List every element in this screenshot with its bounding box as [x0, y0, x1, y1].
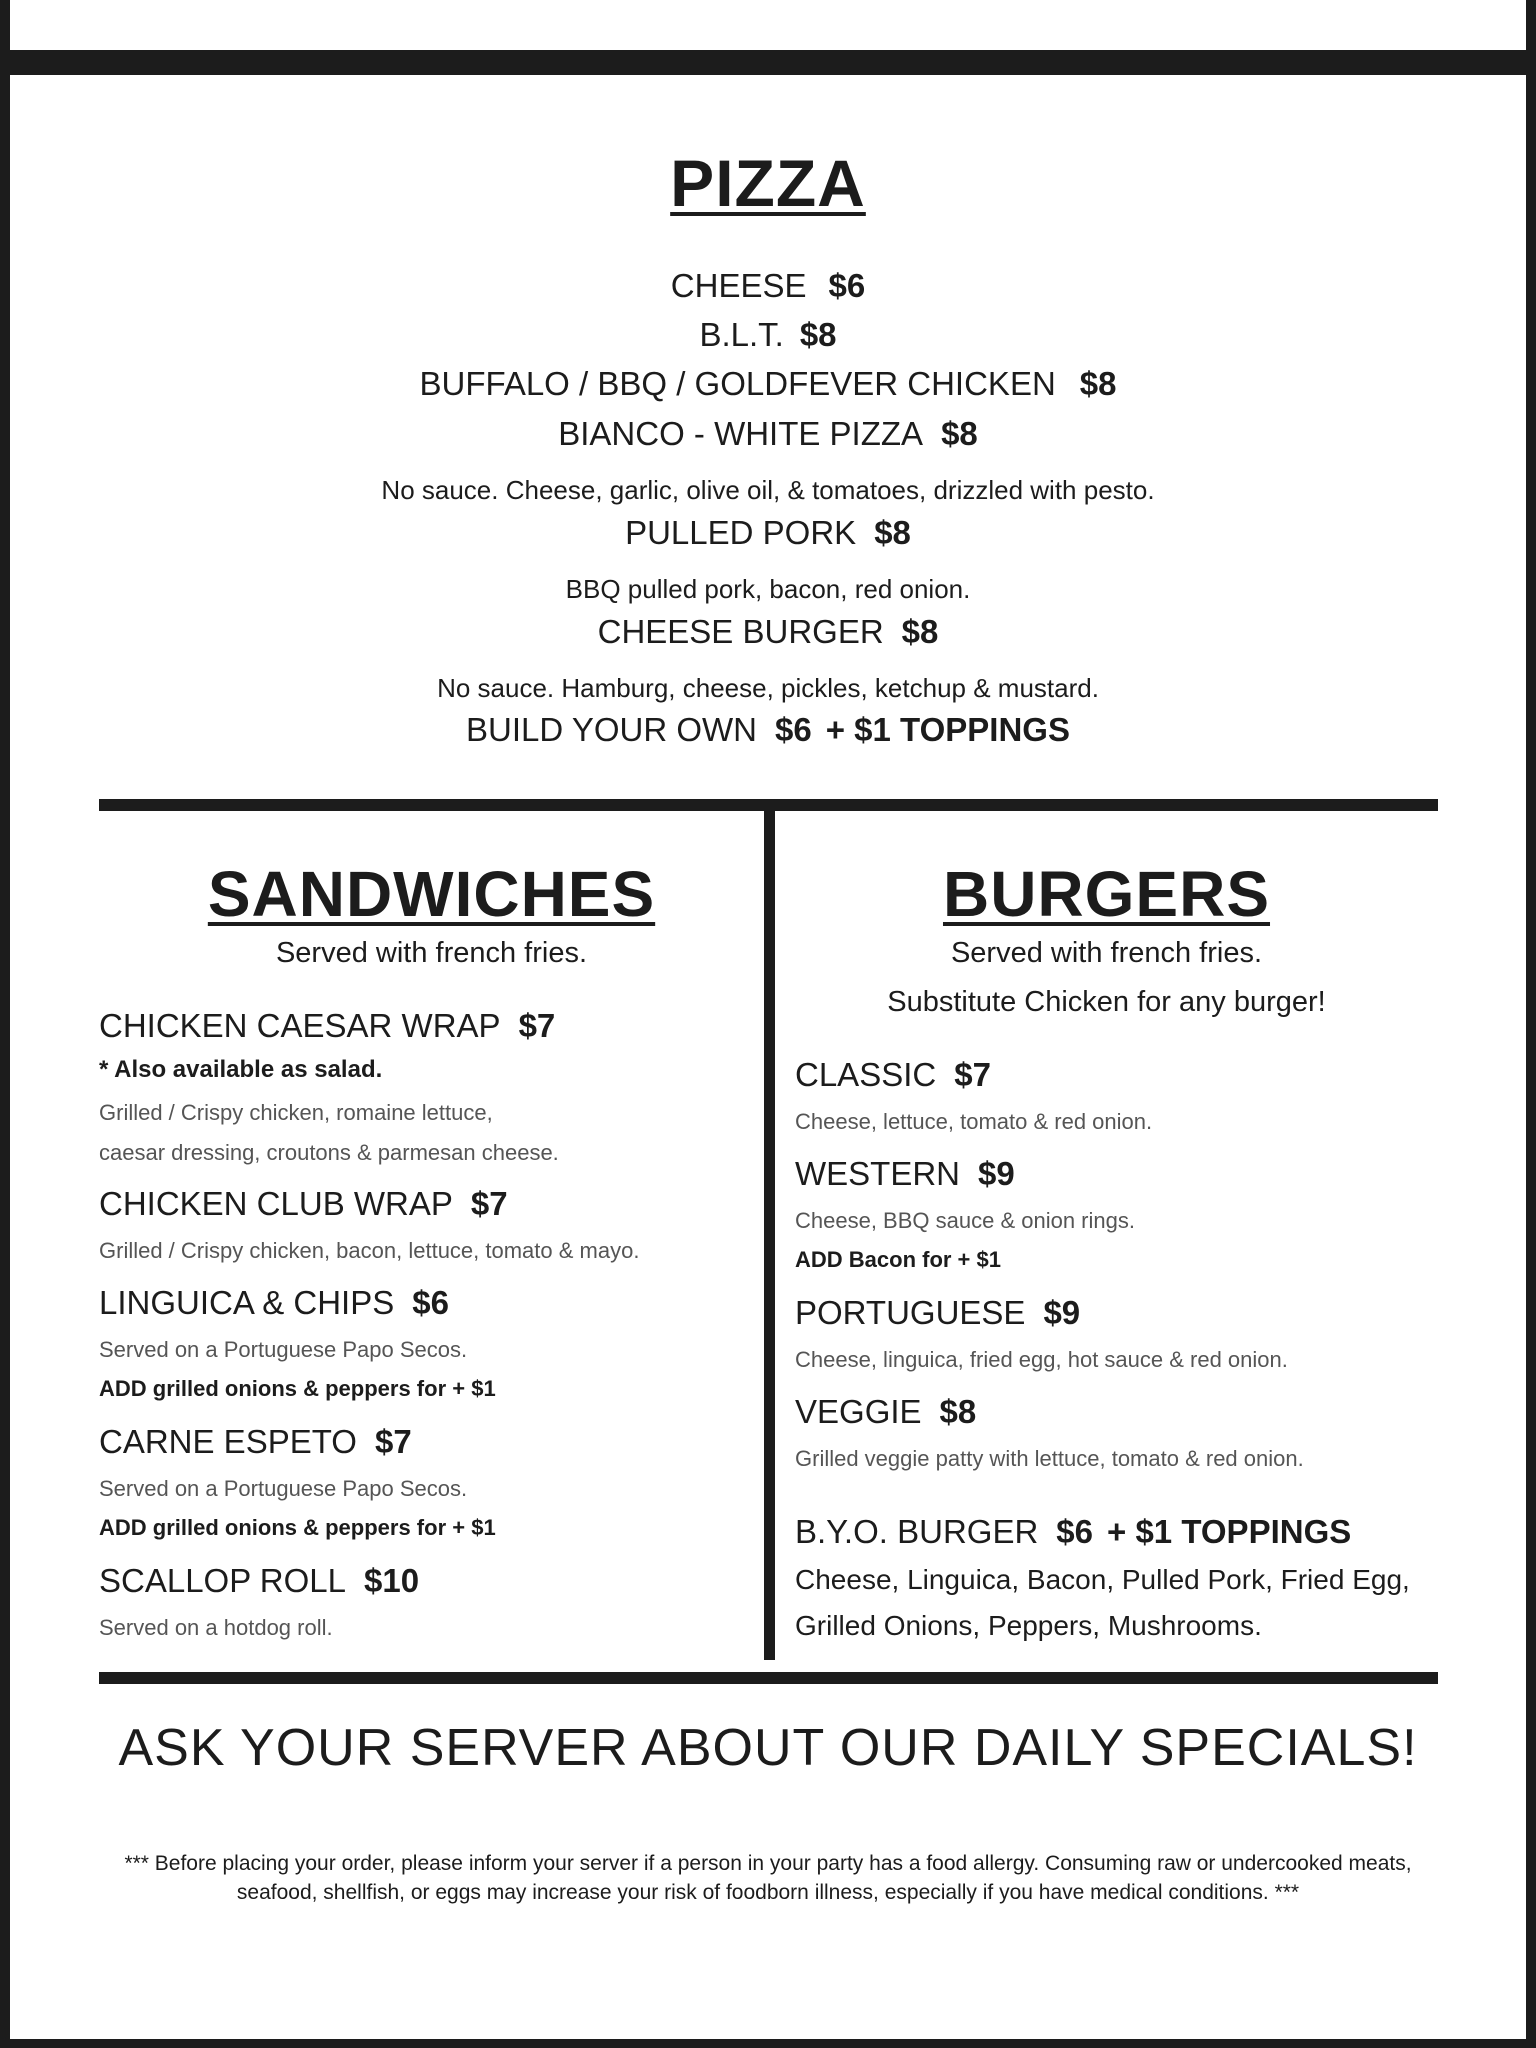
- sandwich-item-scallop-roll: [99, 1561, 419, 1601]
- pizza-item-build-your-own: [10, 710, 1526, 750]
- item-toppings: + $1 TOPPINGS: [825, 711, 1070, 748]
- burger-byo-desc-2: Grilled Onions, Peppers, Mushrooms.: [795, 1610, 1262, 1641]
- sandwich-scallop-desc: Served on a hotdog roll.: [99, 1615, 333, 1640]
- item-name: VEGGIE: [795, 1393, 922, 1430]
- pizza-cheese-burger-desc: No sauce. Hamburg, cheese, pickles, ketchup & mustard.: [437, 673, 1099, 703]
- item-name: CLASSIC: [795, 1056, 937, 1093]
- pizza-item-buffalo-chicken: [10, 364, 1526, 404]
- pizza-item-bianco: [10, 414, 1526, 454]
- item-price: $7: [954, 1056, 991, 1093]
- burger-western-desc: Cheese, BBQ sauce & onion rings.: [795, 1208, 1135, 1233]
- item-name: BUFFALO / BBQ / GOLDFEVER CHICKEN: [419, 365, 1056, 402]
- item-price: $6: [1056, 1513, 1094, 1550]
- burgers-title: BURGERS: [942, 858, 1271, 930]
- item-price: $9: [1043, 1294, 1081, 1331]
- item-price: $8: [874, 514, 911, 551]
- pizza-item-cheese: [10, 266, 1526, 306]
- item-price: $8: [939, 1393, 977, 1430]
- item-price: $10: [364, 1562, 420, 1599]
- item-name: B.L.T.: [699, 316, 784, 353]
- burger-classic-desc: Cheese, lettuce, tomato & red onion.: [795, 1109, 1153, 1134]
- sandwich-item-chicken-club-wrap: [99, 1184, 508, 1224]
- burger-western-note: ADD Bacon for + $1: [795, 1247, 1001, 1272]
- pizza-bianco-desc: No sauce. Cheese, garlic, olive oil, & tomatoes, drizzled with pesto.: [381, 475, 1155, 505]
- burger-item-western: [795, 1154, 1015, 1194]
- item-name: CHICKEN CLUB WRAP: [99, 1185, 453, 1222]
- pizza-item-cheese-burger: [10, 612, 1526, 652]
- item-name: B.Y.O. BURGER: [795, 1513, 1039, 1550]
- burgers-subtitle-1: Served with french fries.: [950, 937, 1263, 969]
- menu-page: [10, 75, 1526, 2039]
- allergy-disclaimer-line-2: seafood, shellfish, or eggs may increase your risk of foodborn illness, especially if you have medical conditions. ***: [236, 1881, 1300, 1904]
- item-name: CHEESE: [670, 267, 807, 304]
- daily-specials-banner: ASK YOUR SERVER ABOUT OUR DAILY SPECIALS!: [118, 1719, 1418, 1777]
- pizza-item-blt: [10, 315, 1526, 355]
- item-price: $7: [374, 1423, 412, 1460]
- item-price: $8: [1079, 365, 1117, 402]
- column-divider: [764, 799, 775, 1660]
- sandwich-carne-desc: Served on a Portuguese Papo Secos.: [99, 1476, 468, 1501]
- sandwich-item-carne-espeto: [99, 1422, 412, 1462]
- sandwich-carne-note: ADD grilled onions & peppers for + $1: [99, 1515, 496, 1540]
- item-name: PORTUGUESE: [795, 1294, 1026, 1331]
- allergy-disclaimer-line-1: *** Before placing your order, please inform your server if a person in your party has a food allergy. Consuming raw or undercooked meats,: [124, 1852, 1412, 1875]
- burger-item-byo: [795, 1512, 1351, 1552]
- item-name: SCALLOP ROLL: [99, 1562, 347, 1599]
- item-name: PULLED PORK: [625, 514, 857, 551]
- item-name: BUILD YOUR OWN: [466, 711, 757, 748]
- item-price: $8: [799, 316, 837, 353]
- sandwiches-subtitle: Served with french fries.: [275, 937, 588, 969]
- item-price: $6: [774, 711, 812, 748]
- section-divider-bottom: [99, 1672, 1438, 1684]
- sandwiches-title: SANDWICHES: [207, 858, 656, 930]
- sandwich-linguica-note: ADD grilled onions & peppers for + $1: [99, 1376, 496, 1401]
- sandwich-club-desc: Grilled / Crispy chicken, bacon, lettuce, tomato & mayo.: [99, 1238, 640, 1263]
- burger-item-classic: [795, 1055, 991, 1095]
- sandwich-linguica-desc: Served on a Portuguese Papo Secos.: [99, 1337, 468, 1362]
- item-name: BIANCO - WHITE PIZZA: [558, 415, 924, 452]
- burger-item-portuguese: [795, 1293, 1080, 1333]
- item-price: $8: [901, 613, 939, 650]
- item-price: $6: [412, 1284, 449, 1321]
- pizza-title: PIZZA: [670, 146, 866, 220]
- burgers-subtitle-2: Substitute Chicken for any burger!: [887, 986, 1326, 1018]
- burger-byo-desc-1: Cheese, Linguica, Bacon, Pulled Pork, Fried Egg,: [795, 1564, 1410, 1595]
- sandwich-item-linguica-chips: [99, 1283, 449, 1323]
- item-name: LINGUICA & CHIPS: [99, 1284, 395, 1321]
- item-name: CHICKEN CAESAR WRAP: [99, 1007, 501, 1044]
- previous-page-strip: [10, 0, 1526, 50]
- sandwich-item-chicken-caesar-wrap: [99, 1006, 555, 1046]
- item-name: CARNE ESPETO: [99, 1423, 357, 1460]
- sandwich-caesar-desc-1: Grilled / Crispy chicken, romaine lettuce,: [99, 1100, 493, 1125]
- item-price: $6: [828, 267, 866, 304]
- item-price: $7: [518, 1007, 556, 1044]
- sandwich-caesar-desc-2: caesar dressing, croutons & parmesan cheese.: [99, 1140, 559, 1165]
- item-price: $8: [941, 415, 978, 452]
- pizza-pulled-pork-desc: BBQ pulled pork, bacon, red onion.: [565, 574, 971, 604]
- item-toppings: + $1 TOPPINGS: [1107, 1513, 1352, 1550]
- item-price: $7: [470, 1185, 508, 1222]
- pizza-item-pulled-pork: [10, 513, 1526, 553]
- item-price: $9: [978, 1155, 1015, 1192]
- item-name: CHEESE BURGER: [597, 613, 884, 650]
- burger-veggie-desc: Grilled veggie patty with lettuce, tomato & red onion.: [795, 1446, 1304, 1471]
- item-name: WESTERN: [795, 1155, 960, 1192]
- burger-portuguese-desc: Cheese, linguica, fried egg, hot sauce & red onion.: [795, 1347, 1288, 1372]
- sandwich-caesar-note: * Also available as salad.: [99, 1056, 383, 1083]
- burger-item-veggie: [795, 1392, 976, 1432]
